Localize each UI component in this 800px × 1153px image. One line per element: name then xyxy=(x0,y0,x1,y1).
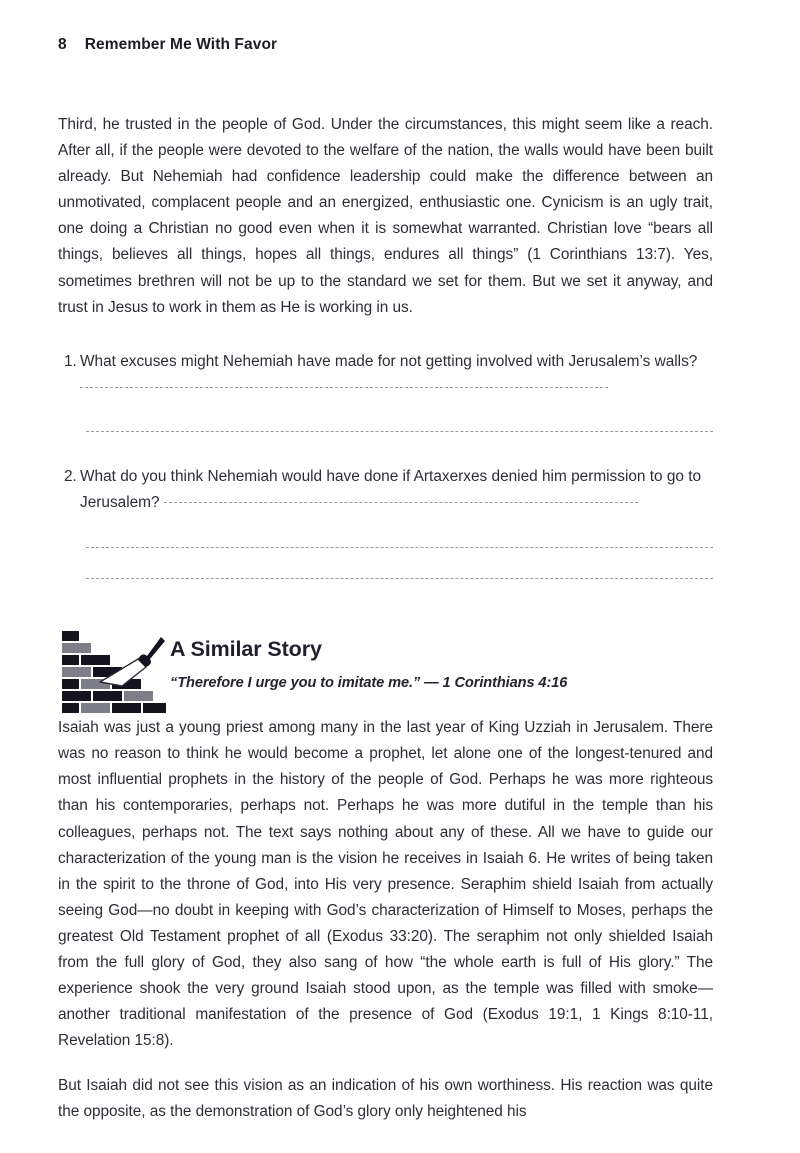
answer-rule[interactable] xyxy=(86,577,713,579)
question-item-1 xyxy=(58,349,713,432)
section-title: A Similar Story xyxy=(170,637,322,662)
question-body xyxy=(80,464,713,579)
question-number: 2. xyxy=(64,467,77,485)
question-body xyxy=(80,349,713,432)
section-paragraph-1: Isaiah was just a young priest among many in the last year of King Uzziah in Jerusalem. There was no reason to think he would become a prophet, let alone one of the longest-tenured and most influential prophets in the history of the people of God. Perhaps he was more righteous than his contemporaries, perhaps not. Perhaps he was more dutiful in the temple than his colleagues, perhaps not. The text says nothing about any of these. All we have to guide our characterization of the young man is the vision he receives in Isaiah 6. He writes of being taken in the spirit to the throne of God, into His very presence. Seraphim shield Isaiah from actually seeing God—no doubt in keeping with God’s characterization of Himself to Moses, perhaps the greatest Old Testament prophet of all (Exodus 33:20). The seraphim not only shielded Isaiah from the full glory of God, they also sang of how “the whole earth is full of His glory.” The experience shook the very ground Isaiah stood upon, as the temple was filled with smoke—another traditional manifestation of the presence of God (Exodus 19:1, 1 Kings 8:10-11, Revelation 15:8). xyxy=(58,719,713,1050)
header-title: Remember Me With Favor xyxy=(84,36,278,53)
answer-rule-inline[interactable] xyxy=(80,386,608,388)
section-header-block xyxy=(58,629,713,715)
answer-rule[interactable] xyxy=(86,430,713,432)
section-heading-wrap xyxy=(170,629,713,691)
body-paragraph-1: Third, he trusted in the people of God. Under the circumstances, this might seem like a reach. After all, if the people were devoted to the welfare of the nation, the walls would have been built already. But Nehemiah had confidence leadership could make the difference between an unmotivated, complacent people and an energized, enthusiastic one. Cynicism is an ugly trait, one doing a Christian no good even when it is somewhat warranted. Christian love “bears all things, believes all things, hopes all things, endures all things” (1 Corinthians 13:7). Yes, sometimes brethren will not be up to the standard we set for them. But we set it anyway, and trust in Jesus to work in them as He is working in us. xyxy=(58,116,713,316)
answer-rule[interactable] xyxy=(86,546,713,548)
running-header xyxy=(58,36,742,54)
section-verse: “Therefore I urge you to imitate me.” — 1 Corinthians 4:16 xyxy=(170,675,568,692)
question-text: What do you think Nehemiah would have done if Artaxerxes denied him permission to go to Jerusalem? xyxy=(80,467,702,512)
question-item-2 xyxy=(58,464,713,579)
question-number: 1. xyxy=(64,352,77,370)
answer-rule-inline[interactable] xyxy=(164,501,638,503)
page-number: 8 xyxy=(58,36,67,53)
section-paragraph-2: But Isaiah did not see this vision as an indication of his own worthiness. His reaction was quite the opposite, as the demonstration of God’s glory only heightened his xyxy=(58,1077,713,1121)
question-text: What excuses might Nehemiah have made for not getting involved with Jerusalem’s walls? xyxy=(80,352,698,370)
page-content xyxy=(58,112,713,1126)
paragraph-spacer xyxy=(58,1054,713,1073)
questions-list xyxy=(58,349,713,579)
brick-wall-trowel-icon xyxy=(60,629,168,715)
